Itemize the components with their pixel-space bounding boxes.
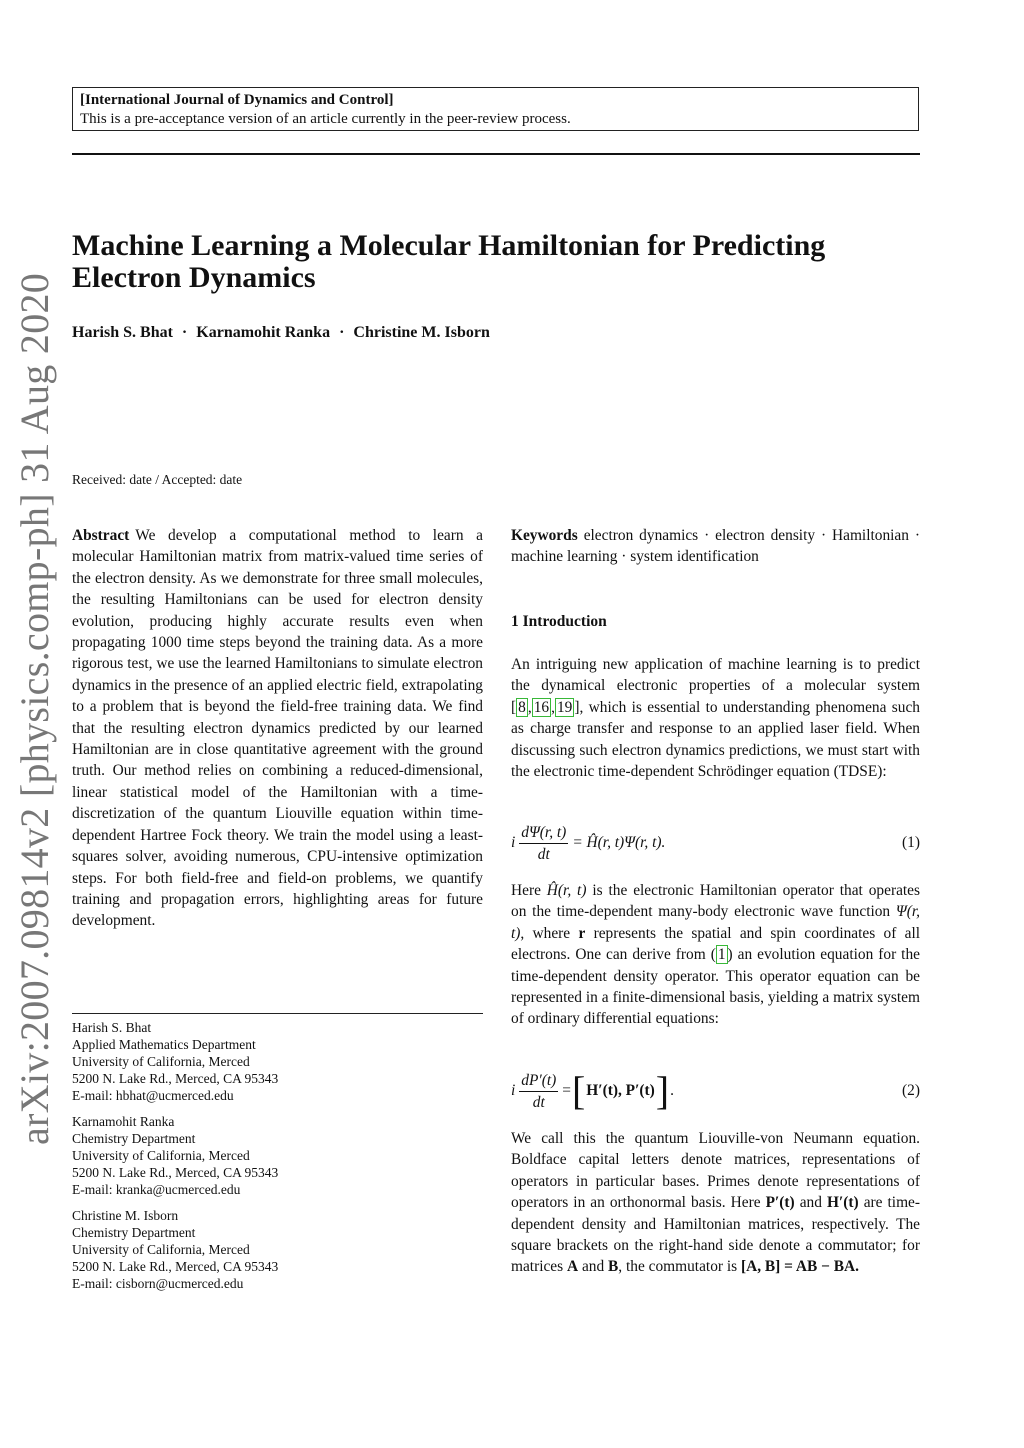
eq-numerator: dP′(t): [519, 1071, 558, 1092]
eq-commutator: H′(t), P′(t): [586, 1082, 655, 1099]
eq-prefix: i: [511, 834, 516, 851]
paragraph-text: ], which is essential to understanding phenomena such as charge transfer and response to an applied laser field. When discussing such electron dynamics predictions, we must start with the electronic time-dependent Schrödinger equation (TDSE):: [511, 698, 920, 781]
affiliation-dept: Chemistry Department: [72, 1225, 196, 1240]
eq-denominator: dt: [537, 845, 550, 863]
affiliation-univ: University of California, Merced: [72, 1242, 250, 1257]
author-separator: ·: [339, 324, 345, 341]
author-list: [72, 324, 490, 342]
title-line-2: Electron Dynamics: [72, 261, 316, 294]
affiliation-dept: Applied Mathematics Department: [72, 1037, 256, 1052]
eq-fraction: [519, 1071, 558, 1112]
equation-2: [511, 1066, 920, 1116]
citation-link[interactable]: 8: [518, 698, 526, 716]
citation-link[interactable]: 19: [556, 698, 573, 716]
math-inline: P′(t): [765, 1194, 795, 1212]
eq-denominator: dt: [532, 1093, 545, 1111]
abstract-text: We develop a computational method to learn a molecular Hamiltonian matrix from matrix-valued time series of the electron density. As we demonstrate for three small molecules, the resulting Hamiltonians can be used for electron density evolution, producing highly accurate results even when propagating 1000 time steps beyond the training data. As a more rigorous test, we use the learned Hamiltonians to simulate electron dynamics in the presence of an applied electric field, extrapolating to a problem that is beyond the field-free training data. We find that the resulting electron dynamics predicted by our learned Hamiltonian are in close quantitative agreement with the ground truth. Our method relies on combining a reduced-dimensional, linear statistical model of the Hamiltonian with a time-discretization of the quantum Liouville equation within time-dependent Hartree Fock theory. We train the model using a least-squares solver, avoiding numerous, CPU-intensive optimization steps. For both field-free and field-on problems, we quantify training and propagation errors, highlighting areas for future development.: [72, 527, 483, 930]
math-inline: r: [578, 924, 586, 942]
footnote-rule: [72, 1013, 483, 1014]
keywords-text: electron dynamics · electron density · Hamiltonian · machine learning · system identification: [511, 527, 920, 566]
paragraph-text: and: [794, 1194, 827, 1212]
affiliation-address: 5200 N. Lake Rd., Merced, CA 95343: [72, 1071, 279, 1086]
author-name: Harish S. Bhat: [72, 324, 173, 341]
paragraph-text: ) an evolution equation for the time-dependent density operator. This operator equation can be represented in a finite-dimensional basis, yielding a matrix system of ordinary differential equations:: [511, 946, 920, 1028]
affiliation-address: 5200 N. Lake Rd., Merced, CA 95343: [72, 1165, 279, 1180]
affiliation-email: E-mail: cisborn@ucmerced.edu: [72, 1276, 244, 1291]
journal-name: [International Journal of Dynamics and Control]: [80, 92, 394, 108]
affiliation-email: E-mail: hbhat@ucmerced.edu: [72, 1088, 234, 1103]
paragraph-text: , the commutator is: [618, 1258, 741, 1276]
affiliation-address: 5200 N. Lake Rd., Merced, CA 95343: [72, 1259, 279, 1274]
section-heading: 1 Introduction: [511, 613, 607, 630]
affiliation-univ: University of California, Merced: [72, 1054, 250, 1069]
paragraph-text: We call this the quantum Liouville-von Neumann equation. Boldface capital letters denote matrices, representations of operators in particular bases. Primes denote representations of operators in an orthonormal basis. Here: [511, 1130, 920, 1212]
journal-header-box: [72, 87, 919, 131]
eq-prefix: i: [511, 1082, 516, 1099]
paper-title: [72, 230, 932, 294]
paragraph-text: represents the spatial and spin coordinates of all electrons. One can derive from (: [511, 924, 921, 964]
eq-fraction: [519, 823, 568, 864]
math-inline: Ψ(r, t): [511, 903, 920, 942]
equation-ref-link[interactable]: 1: [717, 946, 726, 964]
equation-number: (1): [902, 834, 920, 851]
paragraph-text: are time-dependent density and Hamiltonian matrices, respectively. The square brackets on the right-hand side denote a commutator; for matrices: [511, 1194, 921, 1276]
math-inline: [A, B] = AB − BA.: [740, 1258, 859, 1276]
eq-numerator: dΨ(r, t): [519, 823, 568, 844]
equation-1: [511, 820, 920, 866]
affiliation-name: Harish S. Bhat: [72, 1020, 152, 1035]
math-inline: Ĥ(r, t): [546, 882, 587, 899]
affiliation-block: [72, 1019, 483, 1104]
eq-end: .: [670, 1082, 674, 1099]
eq-equals: =: [562, 1082, 571, 1099]
paragraph-text: is the electronic Hamiltonian operator that operates on the time-dependent many-body electronic wave function: [511, 882, 920, 921]
affiliation-block: [72, 1207, 483, 1292]
paragraph-text: An intriguing new application of machine learning is to predict the dynamical electronic properties of a molecular system [: [511, 656, 920, 716]
citation-link[interactable]: 16: [533, 698, 550, 716]
author-separator: ·: [181, 324, 188, 341]
title-line-1: Machine Learning a Molecular Hamiltonian for Predicting: [72, 229, 826, 262]
equation-body: [511, 820, 665, 866]
affiliation-name: Karnamohit Ranka: [72, 1114, 175, 1129]
author-name: Christine M. Isborn: [353, 324, 490, 341]
keywords-heading: Keywords: [511, 527, 578, 544]
affiliations: [72, 1019, 483, 1301]
received-date: Received: date / Accepted: date: [72, 472, 243, 487]
equation-body: [511, 1066, 674, 1116]
paragraph-text: , where: [520, 924, 579, 942]
author-name: Karnamohit Ranka: [196, 324, 331, 341]
left-bracket: [: [571, 1068, 586, 1113]
math-inline: A: [566, 1258, 579, 1276]
abstract-heading: Abstract: [72, 527, 130, 544]
paragraph-text: and: [578, 1258, 609, 1276]
affiliation-block: [72, 1113, 483, 1198]
right-bracket: ]: [655, 1068, 670, 1113]
intro-paragraph-1: An intriguing new application of machine learning is to predict the dynamical electronic properties of a molecular system [ 8 , 16 , 19 ], which is essential to understanding phenomena such as charge transfer and response to an applied laser field. When discussing such electron dynamics predictions, we must start with the electronic time-dependent Schrödinger equation (TDSE):: [511, 656, 920, 781]
affiliation-univ: University of California, Merced: [72, 1148, 250, 1163]
affiliation-dept: Chemistry Department: [72, 1131, 196, 1146]
journal-note: This is a pre-acceptance version of an article currently in the peer-review process.: [80, 111, 571, 127]
paragraph-text: Here: [511, 882, 547, 899]
intro-paragraph-2: [511, 880, 920, 1030]
affiliation-email: E-mail: kranka@ucmerced.edu: [72, 1182, 241, 1197]
eq-rhs: = Ĥ(r, t)Ψ(r, t).: [572, 834, 666, 851]
abstract: [72, 525, 483, 932]
arxiv-stamp: arXiv:2007.09814v2 [physics.comp-ph] 31 Aug 2020: [12, 272, 57, 1145]
affiliation-name: Christine M. Isborn: [72, 1208, 179, 1223]
keywords: [511, 525, 920, 568]
math-inline: B: [608, 1258, 619, 1276]
math-inline: H′(t): [826, 1194, 859, 1212]
header-rule: [72, 153, 920, 155]
equation-number: (2): [902, 1082, 920, 1099]
intro-paragraph-3: [511, 1128, 920, 1278]
